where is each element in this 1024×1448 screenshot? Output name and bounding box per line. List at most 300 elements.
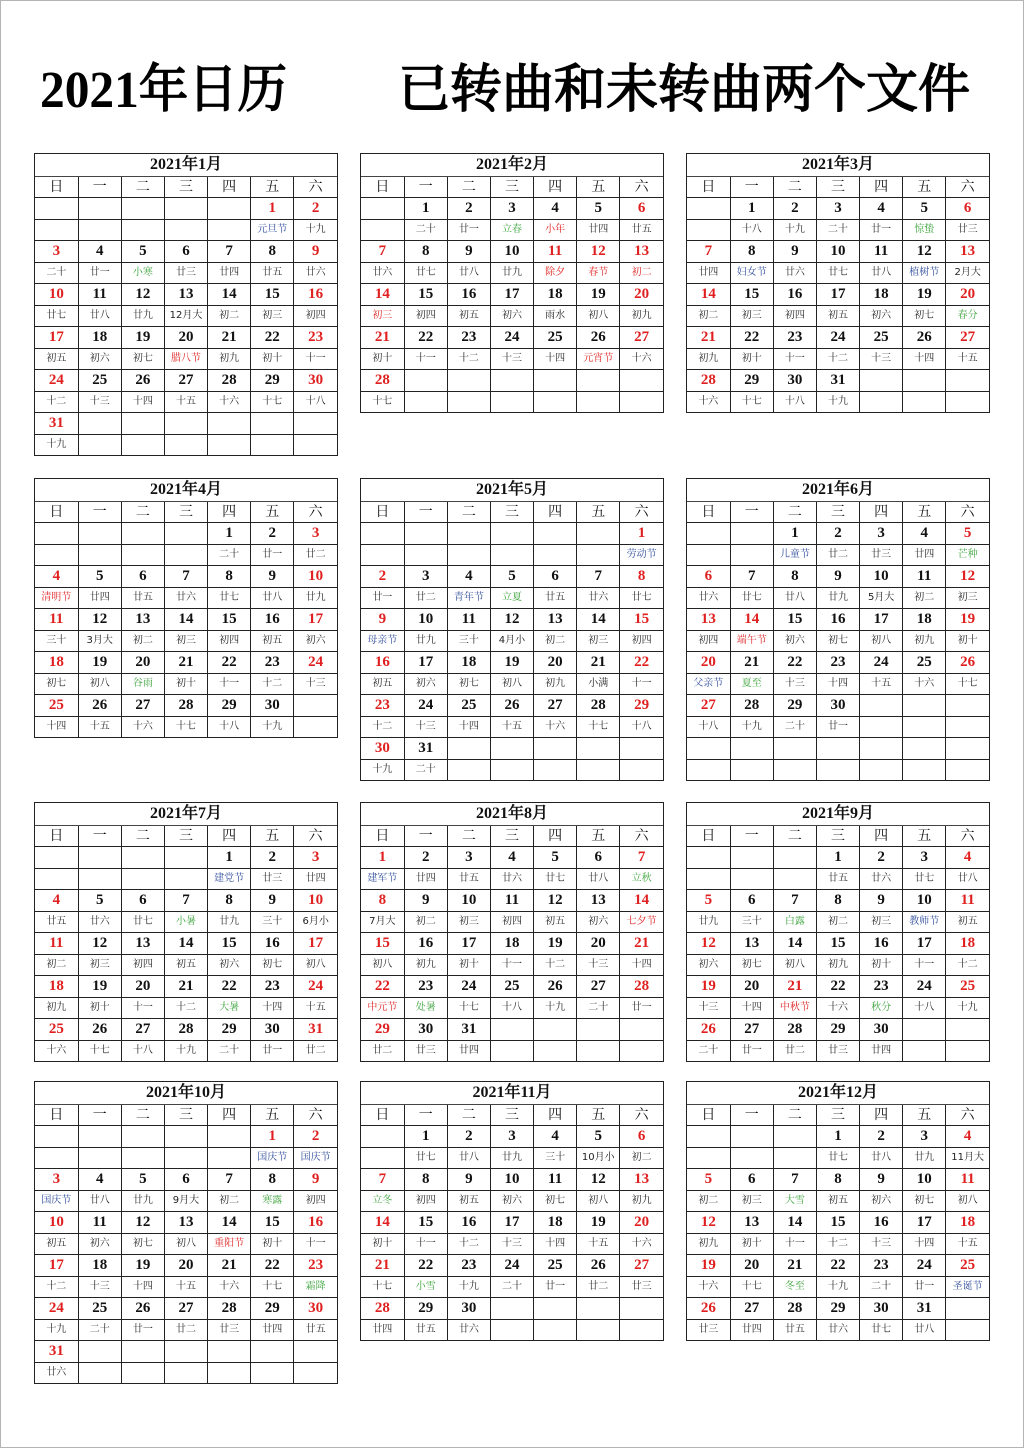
- empty-cell: [121, 435, 164, 456]
- lunar-cell: 初五: [251, 631, 294, 652]
- lunar-cell: 十三: [490, 1234, 533, 1255]
- weekday-label: 五: [903, 1105, 946, 1126]
- date-cell: 25: [35, 1019, 78, 1041]
- empty-cell: [447, 370, 490, 392]
- weekday-header-row: [361, 177, 663, 198]
- date-row: [687, 1169, 989, 1191]
- date-row: [361, 523, 663, 545]
- weekday-header-row: [687, 826, 989, 847]
- date-cell: 6: [534, 566, 577, 588]
- month-table: [687, 826, 989, 1061]
- weekday-header-row: [35, 1105, 337, 1126]
- lunar-cell: 十三: [404, 717, 447, 738]
- date-row: [361, 1019, 663, 1041]
- date-cell: 1: [404, 1126, 447, 1148]
- date-row: [687, 241, 989, 263]
- lunar-cell: 廿二: [773, 1041, 816, 1062]
- lunar-cell: 十八: [490, 998, 533, 1019]
- date-cell: 30: [816, 695, 859, 717]
- lunar-cell: 初二: [816, 912, 859, 933]
- lunar-cell: 初五: [534, 912, 577, 933]
- date-cell: 19: [121, 327, 164, 349]
- lunar-cell: 廿七: [121, 912, 164, 933]
- lunar-cell: 廿六: [447, 1320, 490, 1341]
- lunar-cell: 初三: [730, 1191, 773, 1212]
- lunar-row: [35, 955, 337, 976]
- lunar-cell: 廿三: [208, 1320, 251, 1341]
- lunar-row: [35, 1320, 337, 1341]
- date-cell: 15: [251, 1212, 294, 1234]
- empty-cell: [620, 760, 663, 781]
- date-cell: 15: [773, 609, 816, 631]
- date-cell: 31: [903, 1298, 946, 1320]
- empty-cell: [730, 847, 773, 869]
- lunar-cell: 十四: [903, 1234, 946, 1255]
- festival-label: 中元节: [361, 998, 404, 1019]
- date-row: [687, 1255, 989, 1277]
- lunar-cell: 初九: [687, 349, 730, 370]
- festival-label: 国庆节: [294, 1148, 337, 1169]
- date-cell: 7: [687, 241, 730, 263]
- lunar-cell: 初二: [35, 955, 78, 976]
- lunar-cell: 12月大: [164, 306, 207, 327]
- date-cell: 22: [620, 652, 663, 674]
- date-cell: 30: [294, 370, 337, 392]
- date-cell: 25: [860, 327, 903, 349]
- date-cell: 20: [620, 284, 663, 306]
- weekday-label: 四: [860, 177, 903, 198]
- date-cell: 23: [361, 695, 404, 717]
- empty-cell: [164, 1126, 207, 1148]
- lunar-cell: 11月大: [946, 1148, 989, 1169]
- lunar-cell: 廿八: [860, 1148, 903, 1169]
- date-cell: 8: [361, 890, 404, 912]
- lunar-cell: 4月小: [490, 631, 533, 652]
- date-cell: 3: [294, 847, 337, 869]
- lunar-row: [687, 912, 989, 933]
- date-cell: 10: [294, 566, 337, 588]
- lunar-row: [35, 717, 337, 738]
- lunar-row: [35, 349, 337, 370]
- date-cell: 23: [860, 1255, 903, 1277]
- lunar-row: [35, 998, 337, 1019]
- date-cell: 7: [361, 1169, 404, 1191]
- date-cell: 3: [490, 198, 533, 220]
- lunar-cell: 廿七: [620, 588, 663, 609]
- lunar-row: [35, 1041, 337, 1062]
- solar-term-label: 立夏: [490, 588, 533, 609]
- lunar-cell: 十五: [490, 717, 533, 738]
- lunar-cell: 廿二: [404, 588, 447, 609]
- empty-cell: [577, 545, 620, 566]
- lunar-cell: 廿八: [78, 1191, 121, 1212]
- date-cell: 12: [121, 1212, 164, 1234]
- date-cell: 25: [946, 1255, 989, 1277]
- empty-cell: [35, 847, 78, 869]
- empty-cell: [251, 435, 294, 456]
- date-cell: 17: [35, 327, 78, 349]
- lunar-row: [35, 912, 337, 933]
- lunar-row: [35, 1191, 337, 1212]
- empty-cell: [251, 1341, 294, 1363]
- lunar-cell: 十一: [773, 349, 816, 370]
- lunar-cell: 廿一: [860, 220, 903, 241]
- lunar-cell: 廿三: [946, 220, 989, 241]
- lunar-cell: 十四: [121, 392, 164, 413]
- lunar-cell: 初四: [687, 631, 730, 652]
- lunar-cell: 初四: [773, 306, 816, 327]
- lunar-cell: 十三: [78, 392, 121, 413]
- lunar-cell: 廿三: [860, 545, 903, 566]
- date-cell: 14: [208, 1212, 251, 1234]
- date-row: [35, 695, 337, 717]
- lunar-cell: 廿九: [121, 306, 164, 327]
- lunar-cell: 3月大: [78, 631, 121, 652]
- date-cell: 15: [251, 284, 294, 306]
- lunar-cell: 廿四: [447, 1041, 490, 1062]
- festival-label: 端午节: [730, 631, 773, 652]
- empty-cell: [78, 220, 121, 241]
- lunar-cell: 7月大: [361, 912, 404, 933]
- lunar-cell: 廿七: [816, 1148, 859, 1169]
- empty-cell: [78, 1363, 121, 1384]
- lunar-cell: 十二: [816, 349, 859, 370]
- date-cell: 25: [490, 976, 533, 998]
- lunar-cell: 廿四: [294, 869, 337, 890]
- weekday-header-row: [35, 826, 337, 847]
- lunar-cell: 初六: [860, 1191, 903, 1212]
- date-cell: 24: [816, 327, 859, 349]
- date-cell: 24: [903, 976, 946, 998]
- date-cell: 9: [361, 609, 404, 631]
- empty-cell: [404, 545, 447, 566]
- empty-cell: [35, 220, 78, 241]
- lunar-cell: 廿八: [251, 588, 294, 609]
- empty-cell: [534, 392, 577, 413]
- lunar-cell: 廿七: [404, 263, 447, 284]
- lunar-cell: 初七: [121, 1234, 164, 1255]
- date-cell: 17: [294, 609, 337, 631]
- lunar-cell: 十一: [773, 1234, 816, 1255]
- lunar-cell: 十五: [860, 674, 903, 695]
- date-row: [35, 1126, 337, 1148]
- festival-label: 元旦节: [251, 220, 294, 241]
- date-cell: 5: [903, 198, 946, 220]
- solar-term-label: 惊蛰: [903, 220, 946, 241]
- lunar-row: [35, 263, 337, 284]
- weekday-label: 五: [903, 502, 946, 523]
- lunar-row: [35, 631, 337, 652]
- weekday-label: 一: [404, 177, 447, 198]
- date-cell: 24: [294, 652, 337, 674]
- date-cell: 28: [164, 695, 207, 717]
- date-cell: 18: [490, 933, 533, 955]
- lunar-cell: 廿六: [816, 1320, 859, 1341]
- month-table: [361, 1105, 663, 1340]
- empty-cell: [164, 1148, 207, 1169]
- lunar-cell: 初三: [78, 955, 121, 976]
- weekday-label: 二: [121, 177, 164, 198]
- lunar-cell: 十四: [903, 349, 946, 370]
- date-cell: 2: [860, 847, 903, 869]
- lunar-cell: 初四: [121, 955, 164, 976]
- lunar-cell: 十三: [78, 1277, 121, 1298]
- empty-cell: [730, 869, 773, 890]
- lunar-row: [687, 1148, 989, 1169]
- lunar-cell: 廿九: [816, 588, 859, 609]
- lunar-row: [35, 306, 337, 327]
- date-cell: 21: [208, 327, 251, 349]
- date-cell: 26: [903, 327, 946, 349]
- empty-cell: [164, 413, 207, 435]
- weekday-label: 四: [860, 502, 903, 523]
- lunar-cell: 十六: [687, 1277, 730, 1298]
- lunar-row: [361, 263, 663, 284]
- lunar-cell: 十六: [687, 392, 730, 413]
- date-cell: 8: [816, 890, 859, 912]
- date-cell: 27: [687, 695, 730, 717]
- lunar-cell: 初四: [404, 1191, 447, 1212]
- date-cell: 28: [773, 1019, 816, 1041]
- date-cell: 5: [121, 241, 164, 263]
- date-cell: 1: [730, 198, 773, 220]
- date-cell: 1: [208, 847, 251, 869]
- weekday-label: 五: [251, 1105, 294, 1126]
- lunar-cell: 廿一: [251, 545, 294, 566]
- date-cell: 5: [78, 566, 121, 588]
- month-table: [361, 177, 663, 412]
- lunar-row: [687, 263, 989, 284]
- date-cell: 20: [730, 1255, 773, 1277]
- date-cell: 8: [730, 241, 773, 263]
- lunar-cell: 十三: [687, 998, 730, 1019]
- date-cell: 21: [773, 1255, 816, 1277]
- empty-cell: [687, 545, 730, 566]
- lunar-cell: 十五: [164, 1277, 207, 1298]
- lunar-cell: 十八: [208, 717, 251, 738]
- empty-cell: [121, 1126, 164, 1148]
- date-cell: 9: [294, 1169, 337, 1191]
- date-cell: 21: [577, 652, 620, 674]
- lunar-cell: 十六: [903, 674, 946, 695]
- lunar-cell: 十七: [361, 392, 404, 413]
- empty-cell: [860, 738, 903, 760]
- lunar-cell: 十八: [620, 717, 663, 738]
- solar-term-label: 大雪: [773, 1191, 816, 1212]
- date-row: [35, 1019, 337, 1041]
- weekday-label: 六: [620, 826, 663, 847]
- date-cell: 14: [577, 609, 620, 631]
- lunar-cell: 十四: [121, 1277, 164, 1298]
- solar-term-label: 小暑: [164, 912, 207, 933]
- date-cell: 18: [35, 976, 78, 998]
- lunar-cell: 廿八: [773, 588, 816, 609]
- month-table: [35, 177, 337, 455]
- empty-cell: [903, 695, 946, 717]
- empty-cell: [121, 847, 164, 869]
- weekday-label: 五: [251, 177, 294, 198]
- lunar-cell: 十九: [164, 1041, 207, 1062]
- empty-cell: [687, 523, 730, 545]
- date-cell: 16: [860, 933, 903, 955]
- date-cell: 18: [78, 327, 121, 349]
- date-row: [687, 976, 989, 998]
- lunar-cell: 十五: [78, 717, 121, 738]
- date-cell: 22: [816, 976, 859, 998]
- date-cell: 12: [534, 890, 577, 912]
- date-cell: 26: [534, 976, 577, 998]
- lunar-row: [361, 1041, 663, 1062]
- weekday-label: 三: [164, 826, 207, 847]
- lunar-cell: 十六: [620, 1234, 663, 1255]
- lunar-cell: 初九: [687, 1234, 730, 1255]
- date-cell: 13: [946, 241, 989, 263]
- weekday-header-row: [687, 1105, 989, 1126]
- date-cell: 6: [164, 1169, 207, 1191]
- date-row: [361, 1169, 663, 1191]
- lunar-cell: 十九: [946, 998, 989, 1019]
- lunar-cell: 十二: [447, 1234, 490, 1255]
- date-row: [35, 847, 337, 869]
- date-cell: 2: [251, 847, 294, 869]
- festival-label: 建军节: [361, 869, 404, 890]
- date-cell: 28: [620, 976, 663, 998]
- date-cell: 8: [404, 241, 447, 263]
- weekday-label: 日: [361, 177, 404, 198]
- lunar-cell: 廿三: [251, 869, 294, 890]
- lunar-row: [361, 1191, 663, 1212]
- empty-cell: [404, 392, 447, 413]
- date-cell: 7: [361, 241, 404, 263]
- lunar-cell: 廿二: [577, 1277, 620, 1298]
- date-cell: 12: [121, 284, 164, 306]
- empty-cell: [294, 435, 337, 456]
- month-block: [360, 802, 664, 1062]
- weekday-label: 一: [78, 1105, 121, 1126]
- lunar-cell: 初八: [78, 674, 121, 695]
- date-cell: 12: [946, 566, 989, 588]
- weekday-label: 四: [534, 1105, 577, 1126]
- date-row: [35, 976, 337, 998]
- empty-cell: [773, 847, 816, 869]
- lunar-cell: 6月小: [294, 912, 337, 933]
- date-cell: 11: [35, 933, 78, 955]
- date-cell: 11: [534, 241, 577, 263]
- weekday-header-row: [361, 826, 663, 847]
- lunar-row: [361, 912, 663, 933]
- weekday-header-row: [361, 1105, 663, 1126]
- lunar-cell: 初六: [577, 912, 620, 933]
- date-cell: 22: [208, 976, 251, 998]
- lunar-cell: 廿六: [687, 588, 730, 609]
- lunar-cell: 廿九: [903, 1148, 946, 1169]
- lunar-cell: 十三: [577, 955, 620, 976]
- lunar-cell: 十二: [946, 955, 989, 976]
- lunar-cell: 三十: [251, 912, 294, 933]
- empty-cell: [78, 523, 121, 545]
- lunar-cell: 十五: [577, 1234, 620, 1255]
- empty-cell: [78, 435, 121, 456]
- date-cell: 14: [773, 933, 816, 955]
- date-cell: 9: [447, 241, 490, 263]
- month-title: 2021年4月: [35, 479, 337, 502]
- date-cell: 13: [730, 1212, 773, 1234]
- empty-cell: [404, 523, 447, 545]
- weekday-label: 三: [164, 1105, 207, 1126]
- date-row: [687, 327, 989, 349]
- date-row: [361, 847, 663, 869]
- lunar-cell: 廿九: [121, 1191, 164, 1212]
- date-row: [687, 890, 989, 912]
- date-cell: 26: [121, 370, 164, 392]
- date-cell: 19: [687, 1255, 730, 1277]
- festival-label: 儿童节: [773, 545, 816, 566]
- date-cell: 24: [490, 327, 533, 349]
- date-row: [687, 738, 989, 760]
- date-cell: 6: [620, 1126, 663, 1148]
- weekday-label: 三: [490, 1105, 533, 1126]
- date-row: [687, 284, 989, 306]
- lunar-cell: 初三: [577, 631, 620, 652]
- date-cell: 20: [121, 976, 164, 998]
- weekday-label: 日: [687, 502, 730, 523]
- empty-cell: [35, 198, 78, 220]
- lunar-row: [687, 1041, 989, 1062]
- date-cell: 10: [294, 890, 337, 912]
- empty-cell: [730, 1148, 773, 1169]
- lunar-cell: 初五: [361, 674, 404, 695]
- date-cell: 27: [730, 1298, 773, 1320]
- festival-label: 小年: [534, 220, 577, 241]
- empty-cell: [946, 760, 989, 781]
- empty-cell: [78, 198, 121, 220]
- date-cell: 14: [687, 284, 730, 306]
- date-cell: 22: [251, 1255, 294, 1277]
- empty-cell: [164, 220, 207, 241]
- festival-label: 七夕节: [620, 912, 663, 933]
- lunar-cell: 十八: [730, 220, 773, 241]
- empty-cell: [687, 1148, 730, 1169]
- empty-cell: [164, 1363, 207, 1384]
- lunar-cell: 十七: [251, 392, 294, 413]
- lunar-cell: 初九: [620, 306, 663, 327]
- lunar-cell: 廿七: [35, 306, 78, 327]
- date-cell: 31: [294, 1019, 337, 1041]
- lunar-cell: 初二: [404, 912, 447, 933]
- lunar-cell: 初十: [78, 998, 121, 1019]
- month-table: [687, 502, 989, 780]
- lunar-cell: 十八: [294, 392, 337, 413]
- empty-cell: [816, 760, 859, 781]
- empty-cell: [773, 1148, 816, 1169]
- weekday-label: 五: [577, 502, 620, 523]
- empty-cell: [860, 392, 903, 413]
- lunar-cell: 廿六: [860, 869, 903, 890]
- date-cell: 22: [251, 327, 294, 349]
- date-cell: 6: [121, 890, 164, 912]
- lunar-cell: 初七: [903, 306, 946, 327]
- date-cell: 28: [773, 1298, 816, 1320]
- date-cell: 11: [35, 609, 78, 631]
- month-block: [34, 478, 338, 738]
- date-cell: 12: [687, 1212, 730, 1234]
- solar-term-label: 立冬: [361, 1191, 404, 1212]
- date-cell: 13: [534, 609, 577, 631]
- lunar-cell: 初五: [164, 955, 207, 976]
- lunar-cell: 初三: [164, 631, 207, 652]
- lunar-cell: 初六: [490, 306, 533, 327]
- date-cell: 5: [577, 1126, 620, 1148]
